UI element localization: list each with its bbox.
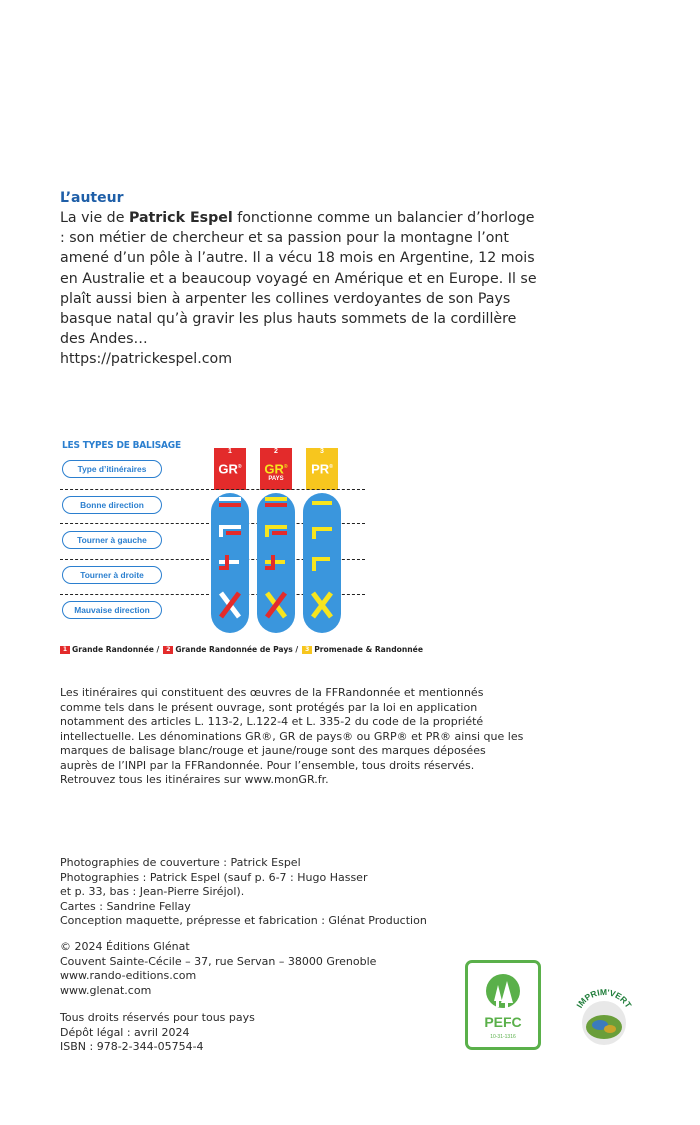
- pefc-logo: [465, 960, 541, 1050]
- balisage-legend: [60, 645, 427, 654]
- header-gr-pays-label: GR®: [264, 461, 288, 477]
- author-section: [60, 190, 540, 370]
- pill-gr-pays: [257, 493, 295, 633]
- publisher-website-glenat[interactable]: www.glenat.com: [60, 983, 152, 997]
- rights-info: [60, 1011, 460, 1055]
- row-label-type: Type d’itinéraires: [62, 460, 162, 478]
- header-gr-pays: [260, 448, 292, 490]
- row-separator: [60, 489, 365, 490]
- credits: [60, 856, 460, 929]
- isbn: ISBN : 978-2-344-05754-4: [60, 1040, 204, 1053]
- rights-line: Tous droits réservés pour tous pays: [60, 1011, 255, 1024]
- legal-notice: [60, 686, 524, 788]
- legal-line: Les itinéraires qui constituent des œuvres de la FFRandonnée et mentionnés: [60, 686, 484, 699]
- legend-box-1: 1: [60, 646, 70, 654]
- balisage-title: LES TYPES DE BALISAGE: [62, 440, 181, 451]
- author-bio-intro: La vie de: [60, 210, 129, 226]
- header-gr-pays-sub: PAYS: [268, 476, 284, 482]
- legend-box-3: 3: [302, 646, 312, 654]
- publisher-copyright: © 2024 Éditions Glénat: [60, 940, 190, 953]
- header-gr-pays-number: 2: [274, 448, 278, 455]
- row-label-tourner-gauche: Tourner à gauche: [62, 531, 162, 549]
- pill-pr: [303, 493, 341, 633]
- publisher-website-rando[interactable]: www.rando-editions.com: [60, 969, 197, 982]
- pefc-tree-icon: [468, 963, 538, 1047]
- legal-line: Retrouvez tous les itinéraires sur www.monGR.fr.: [60, 773, 329, 786]
- gr-markers: [211, 493, 249, 633]
- row-label-mauvaise-direction: Mauvaise direction: [62, 601, 162, 619]
- header-pr-label: PR®: [311, 461, 333, 477]
- publisher-info: [60, 940, 460, 998]
- author-bio: [60, 208, 540, 370]
- legal-line: comme tels dans le présent ouvrage, sont protégés par la loi en application: [60, 700, 478, 714]
- row-label-bonne-direction: Bonne direction: [62, 496, 162, 514]
- header-pr: [306, 448, 338, 490]
- credit-line: Cartes : Sandrine Fellay: [60, 899, 191, 913]
- legal-line: marques de balisage blanc/rouge et jaune/rouge sont des marques déposées: [60, 744, 486, 757]
- pefc-code: 10-31-1316: [490, 1034, 516, 1040]
- header-gr-label: GR®: [218, 461, 242, 477]
- legend-label-3: Promenade & Randonnée: [314, 645, 423, 654]
- legend-box-2: 2: [163, 646, 173, 654]
- header-gr: [214, 448, 246, 490]
- imprim-vert-icon: [570, 985, 638, 1053]
- legal-line: intellectuelle. Les dénominations GR®, GR de pays® ou GRP® et PR® ainsi que les: [60, 729, 524, 743]
- legend-label-1: Grande Randonnée /: [72, 645, 160, 654]
- header-gr-number: 1: [228, 448, 232, 455]
- author-bio-text: fonctionne comme un balancier d’horloge : son métier de chercheur et sa passion pour la montagne l’ont amené d’un pôle à l’autre. Il a vécu 18 mois en Argentine, 12 mois en Australie et a beaucoup voyagé en Amérique et en Europe. Il se plaît aussi bien à arpenter les collines verdoyantes de son Pays basque natal qu’à gravir les plus hauts sommets de la cordillère des Andes…: [60, 210, 537, 348]
- author-website[interactable]: https://patrickespel.com: [60, 351, 233, 368]
- legal-line: auprès de l’INPI par la FFRandonnée. Pour l’ensemble, tous droits réservés.: [60, 758, 475, 772]
- header-pr-number: 3: [320, 448, 324, 455]
- credit-line: Photographies de couverture : Patrick Espel: [60, 856, 301, 869]
- credit-line: Conception maquette, prépresse et fabrication : Glénat Production: [60, 914, 427, 927]
- balisage-diagram: [60, 440, 365, 660]
- legal-deposit: Dépôt légal : avril 2024: [60, 1025, 190, 1039]
- pr-markers: [303, 493, 341, 633]
- pill-gr: [211, 493, 249, 633]
- publisher-address: Couvent Sainte-Cécile – 37, rue Servan – 38000 Grenoble: [60, 954, 377, 968]
- author-heading: L’auteur: [60, 190, 124, 206]
- imprim-vert-logo: [570, 985, 638, 1053]
- pefc-text: PEFC: [484, 1014, 522, 1030]
- gr-pays-markers: [257, 493, 295, 633]
- legal-line: notamment des articles L. 113-2, L.122-4 et L. 335-2 du code de la propriété: [60, 715, 484, 728]
- imprim-vert-text: IMPRIM'VERT: [574, 986, 634, 1010]
- author-name: Patrick Espel: [128, 210, 233, 226]
- row-label-tourner-droite: Tourner à droite: [62, 566, 162, 584]
- legend-label-2: Grande Randonnée de Pays /: [175, 645, 299, 654]
- credit-line: et p. 33, bas : Jean-Pierre Siréjol).: [60, 885, 245, 898]
- credit-line: Photographies : Patrick Espel (sauf p. 6-7 : Hugo Hasser: [60, 870, 368, 884]
